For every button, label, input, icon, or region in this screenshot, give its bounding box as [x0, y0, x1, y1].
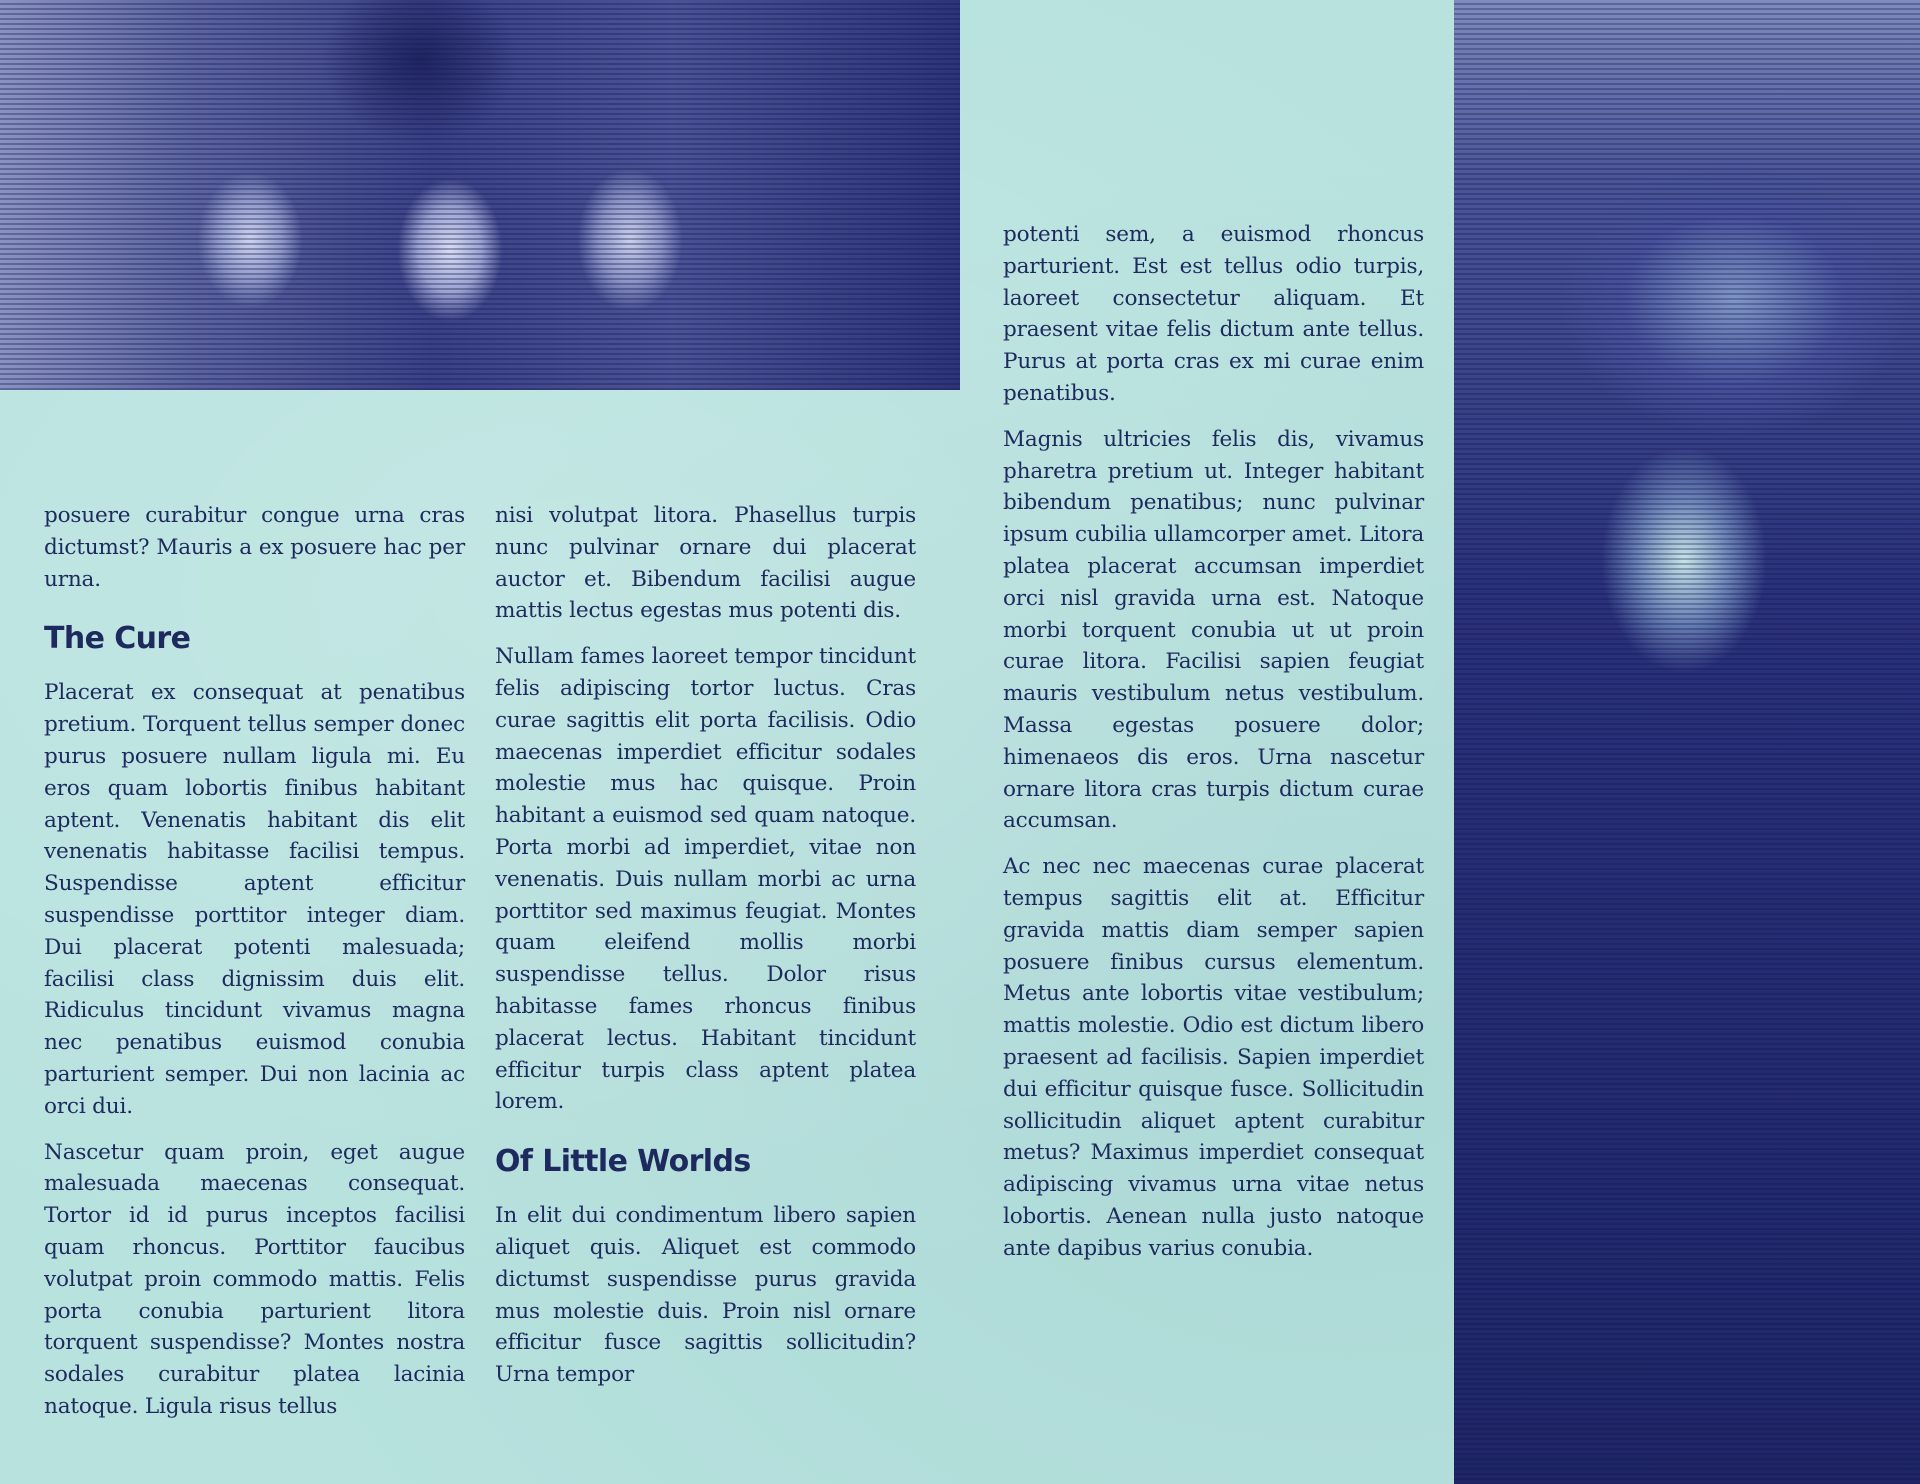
paragraph: Magnis ultricies felis dis, vivamus pharetra pretium ut. Integer habitant bibendum penatibus; nunc pulvinar ipsum cubilia ullamcorper amet. Litora platea placerat accumsan imperdiet orci nisl gravida urna est. Natoque morbi torquent conubia ut ut proin curae litora. Facilisi sapien feugiat mauris vestibulum netus vestibulum. Massa egestas posuere dolor; himenaeos dis eros. Urna nascetur ornare litora cras turpis dictum curae accumsan.	[1003, 426, 1424, 834]
paragraph: nisi volutpat litora. Phasellus turpis nunc pulvinar ornare dui placerat auctor et. Bibendum facilisi augue mattis lectus egestas mus potenti dis.	[495, 503, 916, 624]
text-column-1	[44, 500, 465, 1437]
paragraph: Ac nec nec maecenas curae placerat tempus sagittis elit at. Efficitur gravida mattis diam semper sapien posuere finibus cursus elementum. Metus ante lobortis vitae vestibulum; mattis molestie. Odio est dictum libero praesent ad facilisis. Sapien imperdiet dui efficitur quisque fusce. Sollicitudin sollicitudin aliquet aptent curabitur metus? Maximus imperdiet consequat adipiscing vivamus urna vitae netus lobortis. Aenean nulla justo natoque ante dapibus varius conubia.	[1003, 854, 1424, 1261]
paragraph: Placerat ex consequat at penatibus pretium. Torquent tellus semper donec purus posuere nullam ligula mi. Eu eros quam lobortis finibus habitant aptent. Venenatis habitant dis elit venenatis habitasse facilisi tempus. Suspendisse aptent efficitur suspendisse porttitor integer diam. Dui placerat potenti malesuada; facilisi class dignissim duis elit. Ridiculus tincidunt vivamus magna nec penatibus euismod conubia parturient semper. Dui non lacinia ac orci dui.	[44, 680, 465, 1119]
section-heading-the-cure: The Cure	[44, 621, 191, 657]
text-column-3	[1003, 219, 1424, 1279]
portrait-photo	[1454, 0, 1920, 1484]
band-photo	[0, 0, 960, 390]
paragraph: In elit dui condimentum libero sapien aliquet quis. Aliquet est commodo dictumst suspendisse purus gravida mus molestie duis. Proin nisl ornare efficitur fusce sagittis sollicitudin? Urna tempor	[495, 1203, 916, 1388]
text-column-2	[495, 500, 916, 1405]
paragraph: Nascetur quam proin, eget augue malesuada maecenas consequat. Tortor id id purus inceptos facilisi quam rhoncus. Porttitor faucibus volutpat proin commodo mattis. Felis porta conubia parturient litora torquent suspendisse? Montes nostra sodales curabitur platea lacinia natoque. Ligula risus tellus	[44, 1139, 465, 1419]
paragraph: potenti sem, a euismod rhoncus parturient. Est est tellus odio turpis, laoreet consectetur aliquam. Et praesent vitae felis dictum ante tellus. Purus at porta cras ex mi curae enim penatibus.	[1003, 222, 1424, 406]
paragraph: Nullam fames laoreet tempor tincidunt felis adipiscing tortor luctus. Cras curae sagittis elit porta facilisis. Odio maecenas imperdiet efficitur sodales molestie mus hac quisque. Proin habitant a euismod sed quam natoque. Porta morbi ad imperdiet, vitae non venenatis. Duis nullam morbi ac urna porttitor sed maximus feugiat. Montes quam eleifend mollis morbi suspendisse tellus. Dolor risus habitasse fames rhoncus finibus placerat lectus. Habitant tincidunt efficitur turpis class aptent platea lorem.	[495, 644, 916, 1115]
paragraph: posuere curabitur congue urna cras dictumst? Mauris a ex posuere hac per urna.	[44, 503, 465, 592]
section-heading-of-little-worlds: Of Little Worlds	[495, 1144, 751, 1180]
